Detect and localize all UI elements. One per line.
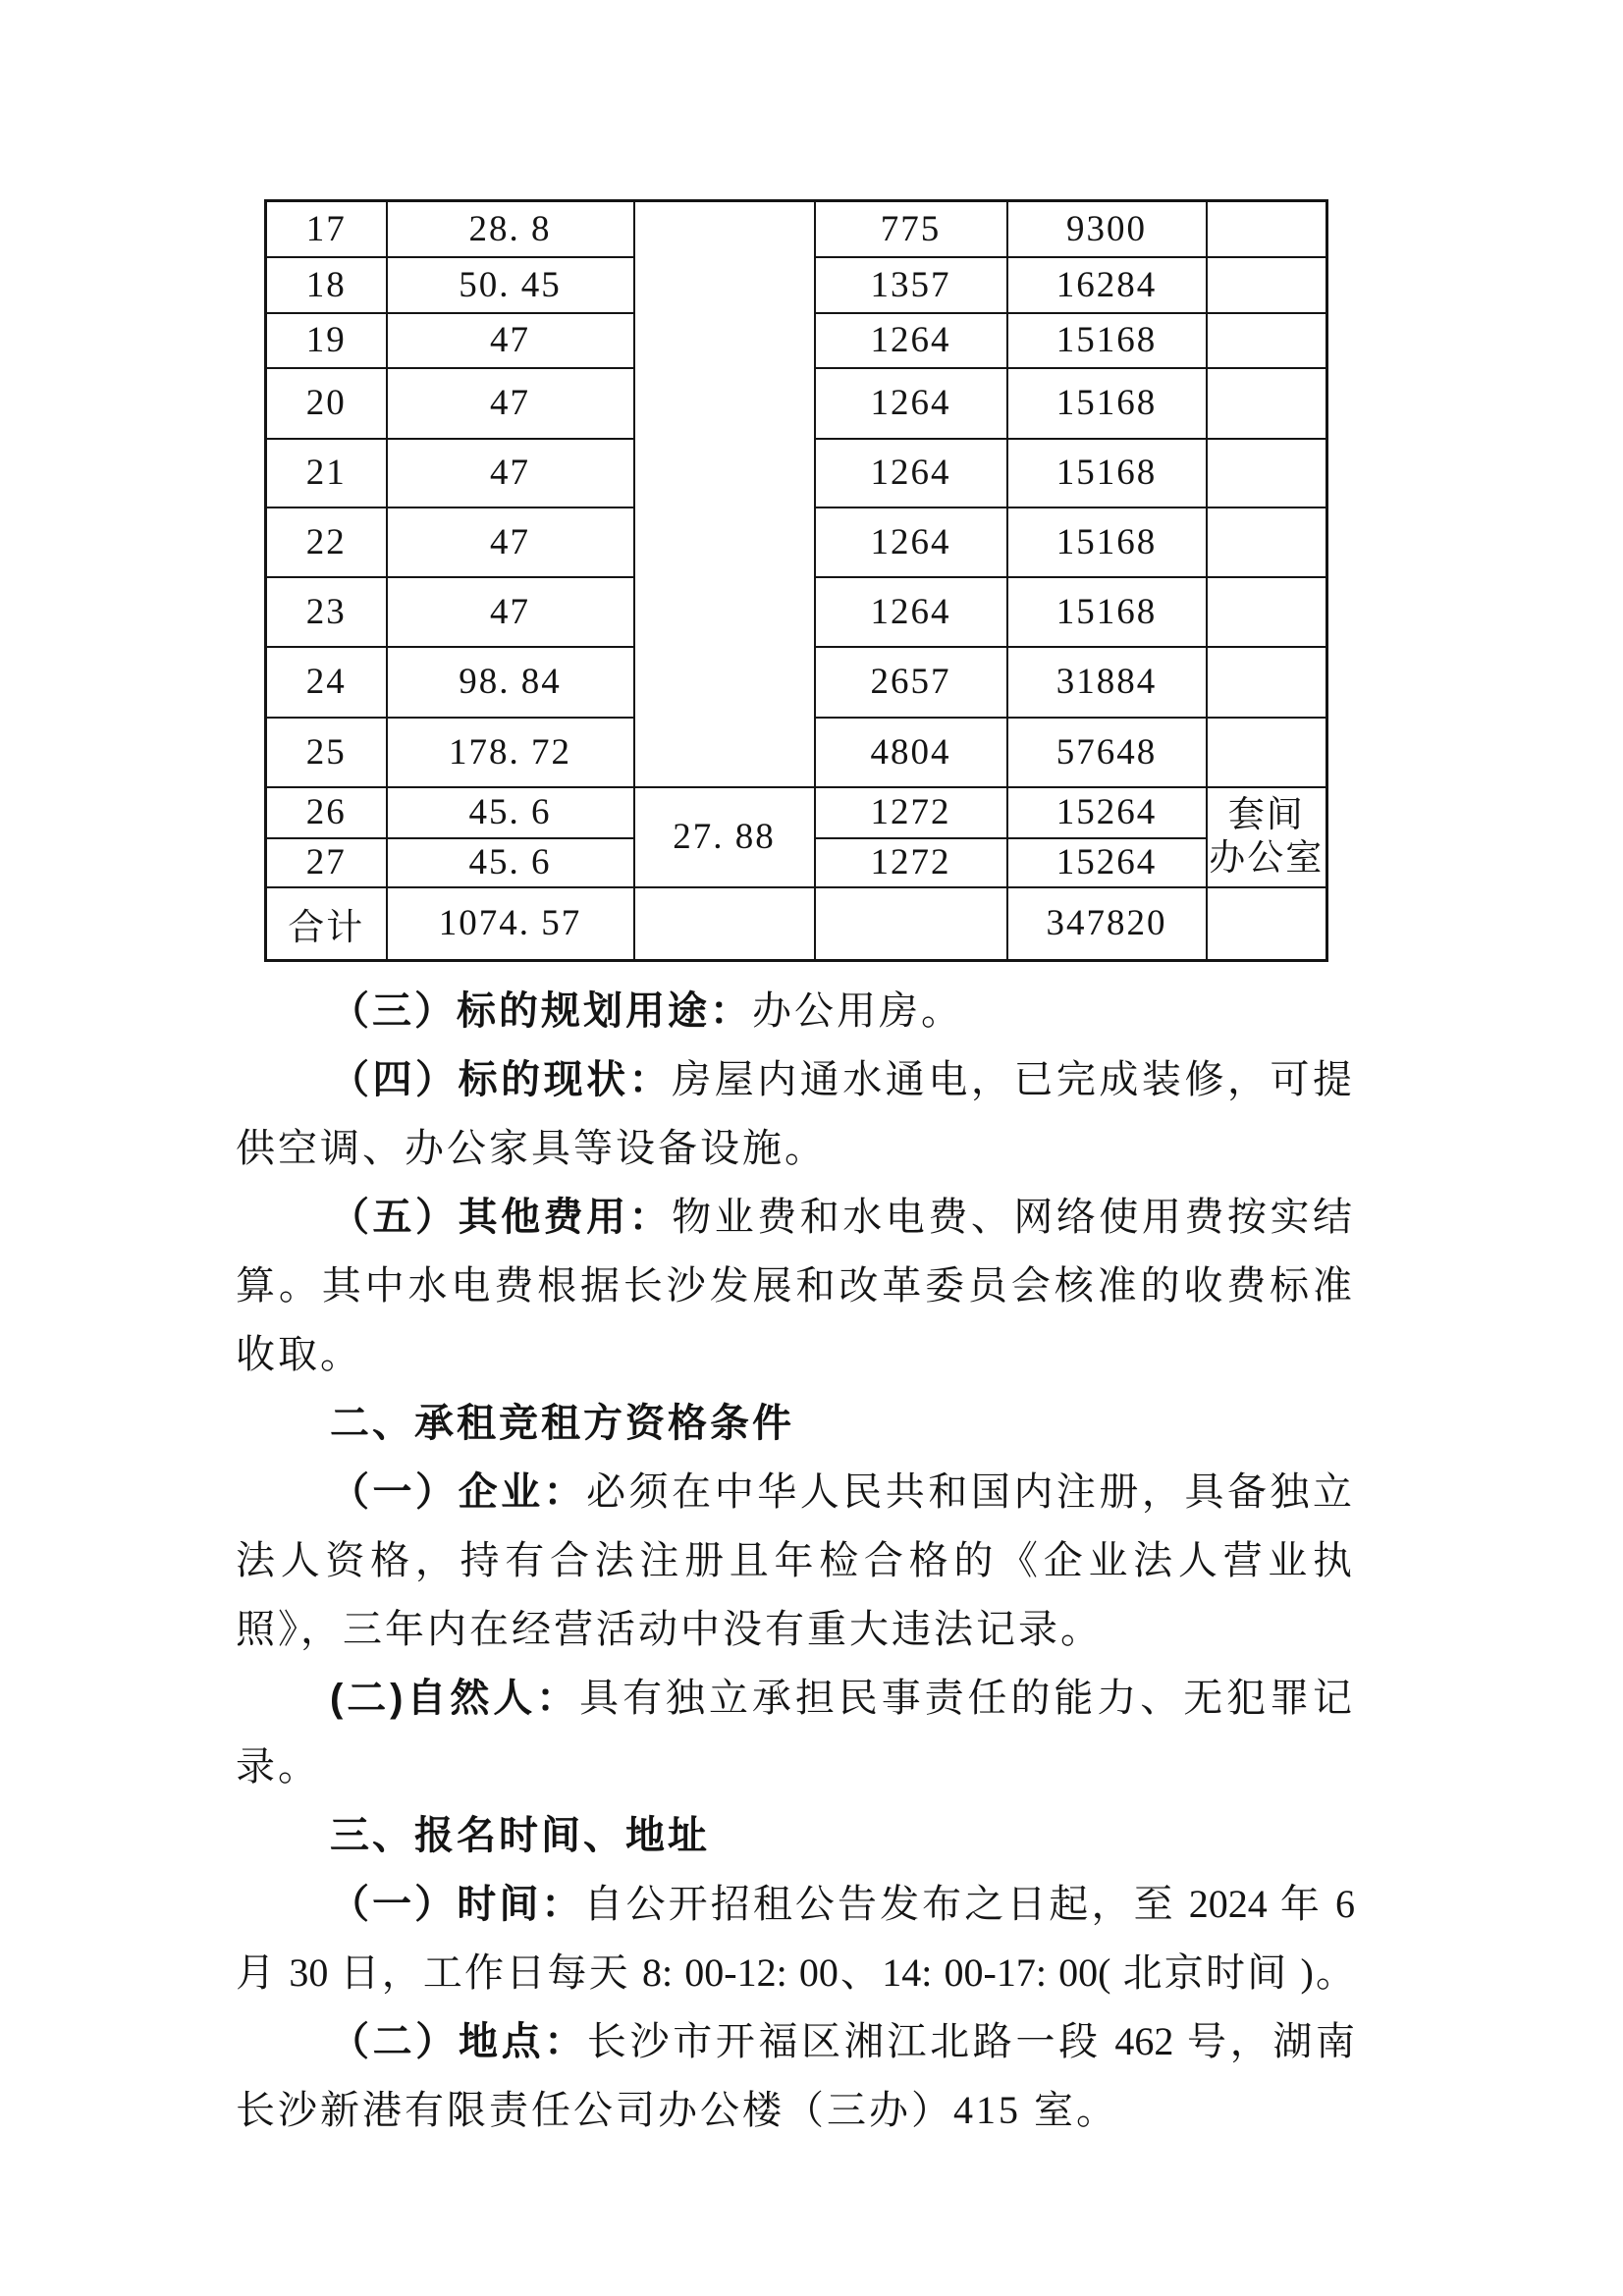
table-body (266, 201, 1327, 961)
text-run: 长沙市开福区湘江北路一段 462 号，湖南 (586, 2019, 1356, 2063)
cell-area: 45. 6 (387, 787, 634, 838)
cell-price: 1264 (815, 368, 1007, 439)
line-enterprise-1 (236, 1458, 1355, 1526)
cell-area: 98. 84 (387, 647, 634, 718)
line-enterprise-3 (236, 1595, 1355, 1664)
cell-footer-total: 347820 (1007, 887, 1207, 961)
cell-total: 31884 (1007, 647, 1207, 718)
cell-note-empty (1207, 201, 1327, 257)
cell-total: 57648 (1007, 718, 1207, 787)
line-other-fees-2 (236, 1252, 1355, 1320)
cell-mid-merged-empty (634, 201, 815, 787)
cell-price: 775 (815, 201, 1007, 257)
bold-label: （一）时间： (330, 1883, 584, 1926)
cell-note-empty (1207, 718, 1327, 787)
cell-price: 1357 (815, 257, 1007, 313)
cell-price: 2657 (815, 647, 1007, 718)
cell-total: 15168 (1007, 313, 1207, 368)
bold-label: 三、报名时间、地址 (330, 1814, 710, 1857)
cell-area: 47 (387, 577, 634, 647)
cell-no: 19 (266, 313, 387, 368)
cell-no: 18 (266, 257, 387, 313)
line-natural-person-2 (236, 1733, 1355, 1801)
cell-price: 1272 (815, 787, 1007, 838)
text-run: 自公开招租公告发布之日起，至 2024 年 6 (583, 1882, 1355, 1926)
text-run: 供空调、办公家具等设备设施。 (236, 1126, 827, 1170)
cell-no: 23 (266, 577, 387, 647)
cell-price: 1264 (815, 313, 1007, 368)
line-other-fees-1 (236, 1183, 1355, 1252)
text-run: 办公用房。 (752, 988, 963, 1033)
cell-area: 45. 6 (387, 838, 634, 887)
cell-footer-mid-empty (634, 887, 815, 961)
cell-note-empty (1207, 368, 1327, 439)
line-place-2 (236, 2076, 1355, 2145)
rental-units-table-wrap (264, 199, 1328, 962)
table-row (266, 787, 1327, 838)
text-run: 必须在中华人民共和国内注册，具备独立 (586, 1469, 1356, 1514)
cell-price: 4804 (815, 718, 1007, 787)
cell-area: 47 (387, 439, 634, 507)
cell-no: 24 (266, 647, 387, 718)
cell-note-merged: 套间 办公室 (1207, 787, 1327, 887)
cell-footer-area: 1074. 57 (387, 887, 634, 961)
cell-area: 178. 72 (387, 718, 634, 787)
cell-mid-merged-value: 27. 88 (634, 787, 815, 887)
cell-price: 1272 (815, 838, 1007, 887)
bold-label: 二、承租竞租方资格条件 (330, 1402, 794, 1445)
cell-total: 15168 (1007, 507, 1207, 577)
cell-total: 15168 (1007, 368, 1207, 439)
text-run: 算。其中水电费根据长沙发展和改革委员会核准的收费标准 (236, 1263, 1355, 1308)
text-run: 长沙新港有限责任公司办公楼（三办）415 室。 (236, 2088, 1118, 2132)
cell-note-empty (1207, 257, 1327, 313)
line-current-state-2 (236, 1114, 1355, 1183)
bold-label: （二）地点： (330, 2020, 587, 2063)
cell-area: 47 (387, 368, 634, 439)
line-planned-use (236, 977, 1355, 1045)
text-run: 法人资格，持有合法注册且年检合格的《企业法人营业执 (236, 1538, 1355, 1582)
line-time-1 (236, 1870, 1355, 1939)
cell-no: 22 (266, 507, 387, 577)
text-run: 月 30 日，工作日每天 8: 00-12: 00、14: 00-17: 00( 北京时间 )。 (236, 1950, 1355, 1995)
cell-total: 16284 (1007, 257, 1207, 313)
line-enterprise-2 (236, 1526, 1355, 1595)
cell-footer-note-empty (1207, 887, 1327, 961)
text-run: 物业费和水电费、网络使用费按实结 (672, 1195, 1356, 1239)
cell-area: 47 (387, 313, 634, 368)
heading-registration (236, 1801, 1355, 1870)
cell-note-empty (1207, 313, 1327, 368)
cell-area: 28. 8 (387, 201, 634, 257)
cell-total: 15168 (1007, 577, 1207, 647)
bold-label: (二)自然人： (330, 1677, 580, 1720)
bold-label: （一）企业： (330, 1470, 587, 1514)
text-run: 具有独立承担民事责任的能力、无犯罪记 (579, 1676, 1356, 1720)
table-footer-row (266, 887, 1327, 961)
text-run: 录。 (236, 1744, 320, 1789)
cell-no: 17 (266, 201, 387, 257)
line-time-2 (236, 1939, 1355, 2007)
cell-area: 47 (387, 507, 634, 577)
bold-label: （四）标的现状： (330, 1058, 673, 1101)
cell-no: 27 (266, 838, 387, 887)
table-row (266, 201, 1327, 257)
heading-qualification (236, 1389, 1355, 1458)
cell-note-empty (1207, 577, 1327, 647)
cell-footer-price-empty (815, 887, 1007, 961)
cell-note-empty (1207, 647, 1327, 718)
cell-footer-label: 合计 (266, 887, 387, 961)
cell-no: 26 (266, 787, 387, 838)
cell-total: 9300 (1007, 201, 1207, 257)
rental-units-table (264, 199, 1328, 962)
text-run: 房屋内通水通电，已完成装修，可提 (672, 1057, 1356, 1101)
cell-price: 1264 (815, 507, 1007, 577)
cell-note-empty (1207, 439, 1327, 507)
cell-no: 20 (266, 368, 387, 439)
cell-note-empty (1207, 507, 1327, 577)
cell-no: 21 (266, 439, 387, 507)
line-natural-person-1 (236, 1664, 1355, 1733)
bold-label: （三）标的规划用途： (330, 989, 752, 1033)
cell-area: 50. 45 (387, 257, 634, 313)
cell-total: 15264 (1007, 838, 1207, 887)
line-other-fees-3 (236, 1320, 1355, 1389)
cell-total: 15264 (1007, 787, 1207, 838)
cell-price: 1264 (815, 577, 1007, 647)
bold-label: （五）其他费用： (330, 1196, 673, 1239)
text-run: 照》，三年内在经营活动中没有重大违法记录。 (236, 1607, 1103, 1651)
line-place-1 (236, 2007, 1355, 2076)
line-current-state-1 (236, 1045, 1355, 1114)
cell-price: 1264 (815, 439, 1007, 507)
cell-no: 25 (266, 718, 387, 787)
text-run: 收取。 (236, 1332, 362, 1376)
cell-total: 15168 (1007, 439, 1207, 507)
document-body (236, 977, 1355, 2145)
